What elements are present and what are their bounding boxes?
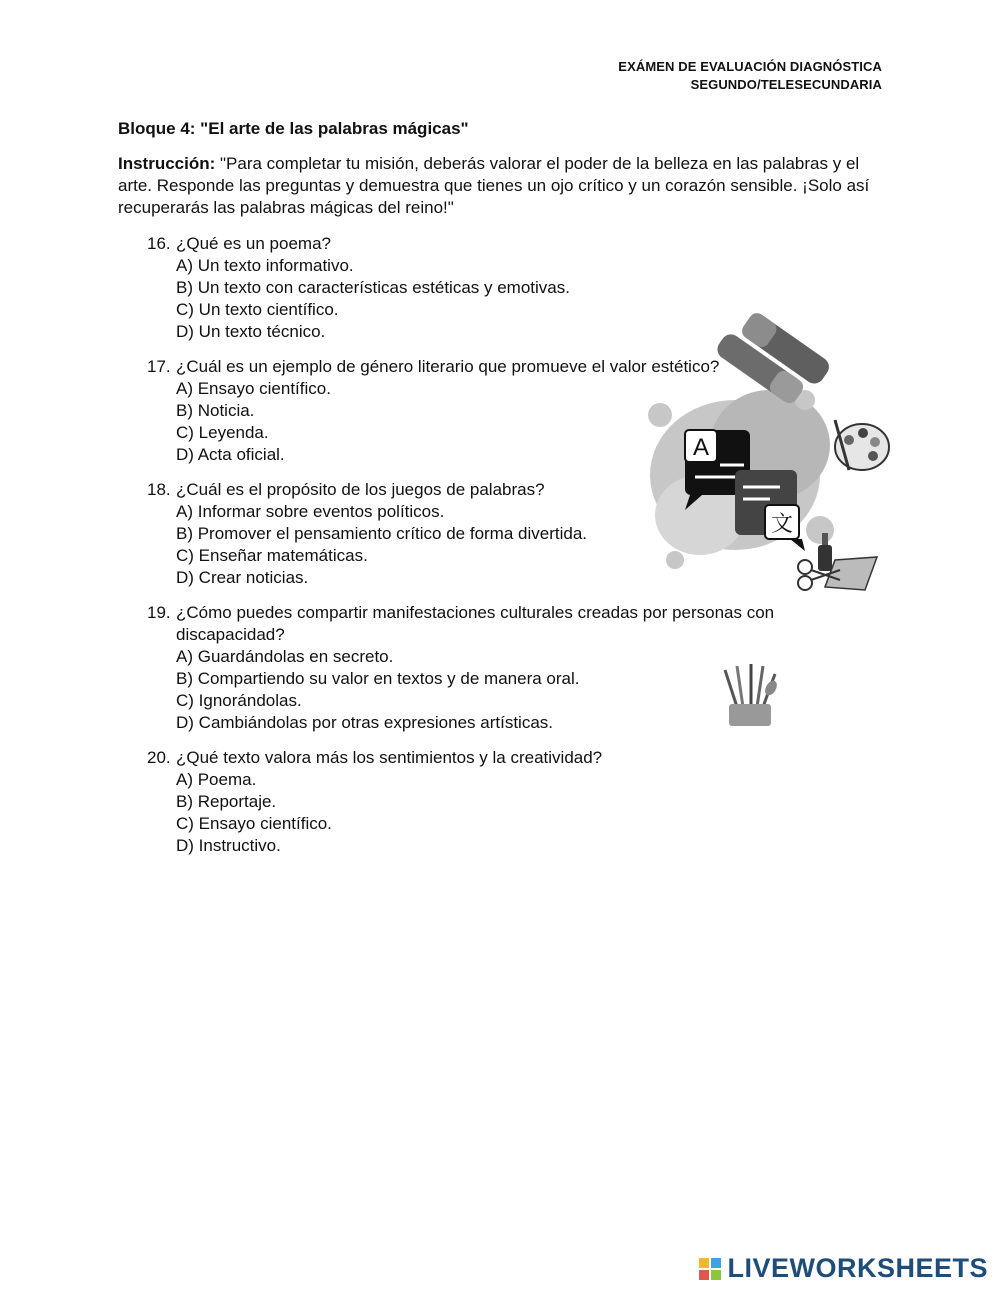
answer-option[interactable]: B) Promover el pensamiento crítico de forma divertida. [176, 524, 588, 543]
question-text: ¿Cuál es un ejemplo de género literario que promueve el valor estético? [176, 357, 720, 376]
question-text: ¿Cómo puedes compartir manifestaciones culturales creadas por personas con discapacidad? [176, 603, 775, 644]
question-number: 19. [147, 603, 171, 622]
scissors-icon [798, 557, 877, 590]
instruction-text: "Para completar tu misión, deberás valorar el poder de la belleza en las palabras y el arte. Responde las preguntas y demuestra que tienes un ojo crítico y un corazón sensible. ¡Solo así recuperarás las palabras mágicas del reino!" [118, 154, 870, 217]
answer-option[interactable]: D) Un texto técnico. [176, 322, 326, 341]
answer-option[interactable]: B) Un texto con características estéticas y emotivas. [176, 278, 570, 297]
answer-option[interactable]: A) Poema. [176, 770, 257, 789]
answer-option[interactable]: A) Informar sobre eventos políticos. [176, 502, 445, 521]
question-number: 20. [147, 748, 171, 767]
brush-cup-illustration [715, 662, 785, 728]
question-number: 16. [147, 234, 171, 253]
logo-square-1 [699, 1258, 709, 1268]
instruction [118, 153, 893, 219]
header-line-2: SEGUNDO/TELESECUNDARIA [690, 77, 882, 92]
answer-option[interactable]: A) Guardándolas en secreto. [176, 647, 394, 666]
answer-option[interactable]: D) Cambiándolas por otras expresiones artísticas. [176, 713, 553, 732]
logo-square-3 [699, 1270, 709, 1280]
answer-option[interactable]: C) Leyenda. [176, 423, 269, 442]
bubble-a-letter: A [692, 434, 710, 461]
art-supplies-illustration [640, 305, 895, 595]
answer-option[interactable]: D) Instructivo. [176, 836, 281, 855]
answer-option[interactable]: C) Enseñar matemáticas. [176, 546, 368, 565]
answer-option[interactable]: D) Crear noticias. [176, 568, 309, 587]
question-text: ¿Qué es un poema? [176, 234, 331, 253]
answer-option[interactable]: D) Acta oficial. [176, 445, 285, 464]
answer-option[interactable]: C) Un texto científico. [176, 300, 339, 319]
question-20 [147, 747, 847, 857]
logo-square-4 [711, 1270, 721, 1280]
question-text: ¿Cuál es el propósito de los juegos de palabras? [176, 480, 545, 499]
question-number: 17. [147, 357, 171, 376]
instruction-label: Instrucción: [118, 154, 216, 173]
palette-icon [835, 420, 889, 470]
answer-option[interactable]: B) Reportaje. [176, 792, 277, 811]
paintbrushes-icon [725, 664, 779, 707]
answer-option[interactable]: B) Compartiendo su valor en textos y de manera oral. [176, 669, 580, 688]
logo-text: LIVEWORKSHEETS [727, 1253, 988, 1283]
answer-option[interactable]: C) Ensayo científico. [176, 814, 332, 833]
brush-cup-icon [729, 704, 771, 726]
liveworksheets-logo[interactable] [699, 1253, 988, 1284]
header-line-1: EXÁMEN DE EVALUACIÓN DIAGNÓSTICA [618, 59, 882, 74]
answer-option[interactable]: A) Un texto informativo. [176, 256, 354, 275]
liveworksheets-mark-icon [699, 1258, 721, 1280]
bubble-b-glyph: 文 [770, 512, 794, 537]
question-number: 18. [147, 480, 171, 499]
question-text: ¿Qué texto valora más los sentimientos y la creatividad? [176, 748, 603, 767]
logo-square-2 [711, 1258, 721, 1268]
answer-option[interactable]: A) Ensayo científico. [176, 379, 331, 398]
answer-option[interactable]: C) Ignorándolas. [176, 691, 302, 710]
exam-header [618, 58, 882, 94]
block-title: Bloque 4: "El arte de las palabras mágicas" [118, 119, 469, 138]
answer-option[interactable]: B) Noticia. [176, 401, 255, 420]
